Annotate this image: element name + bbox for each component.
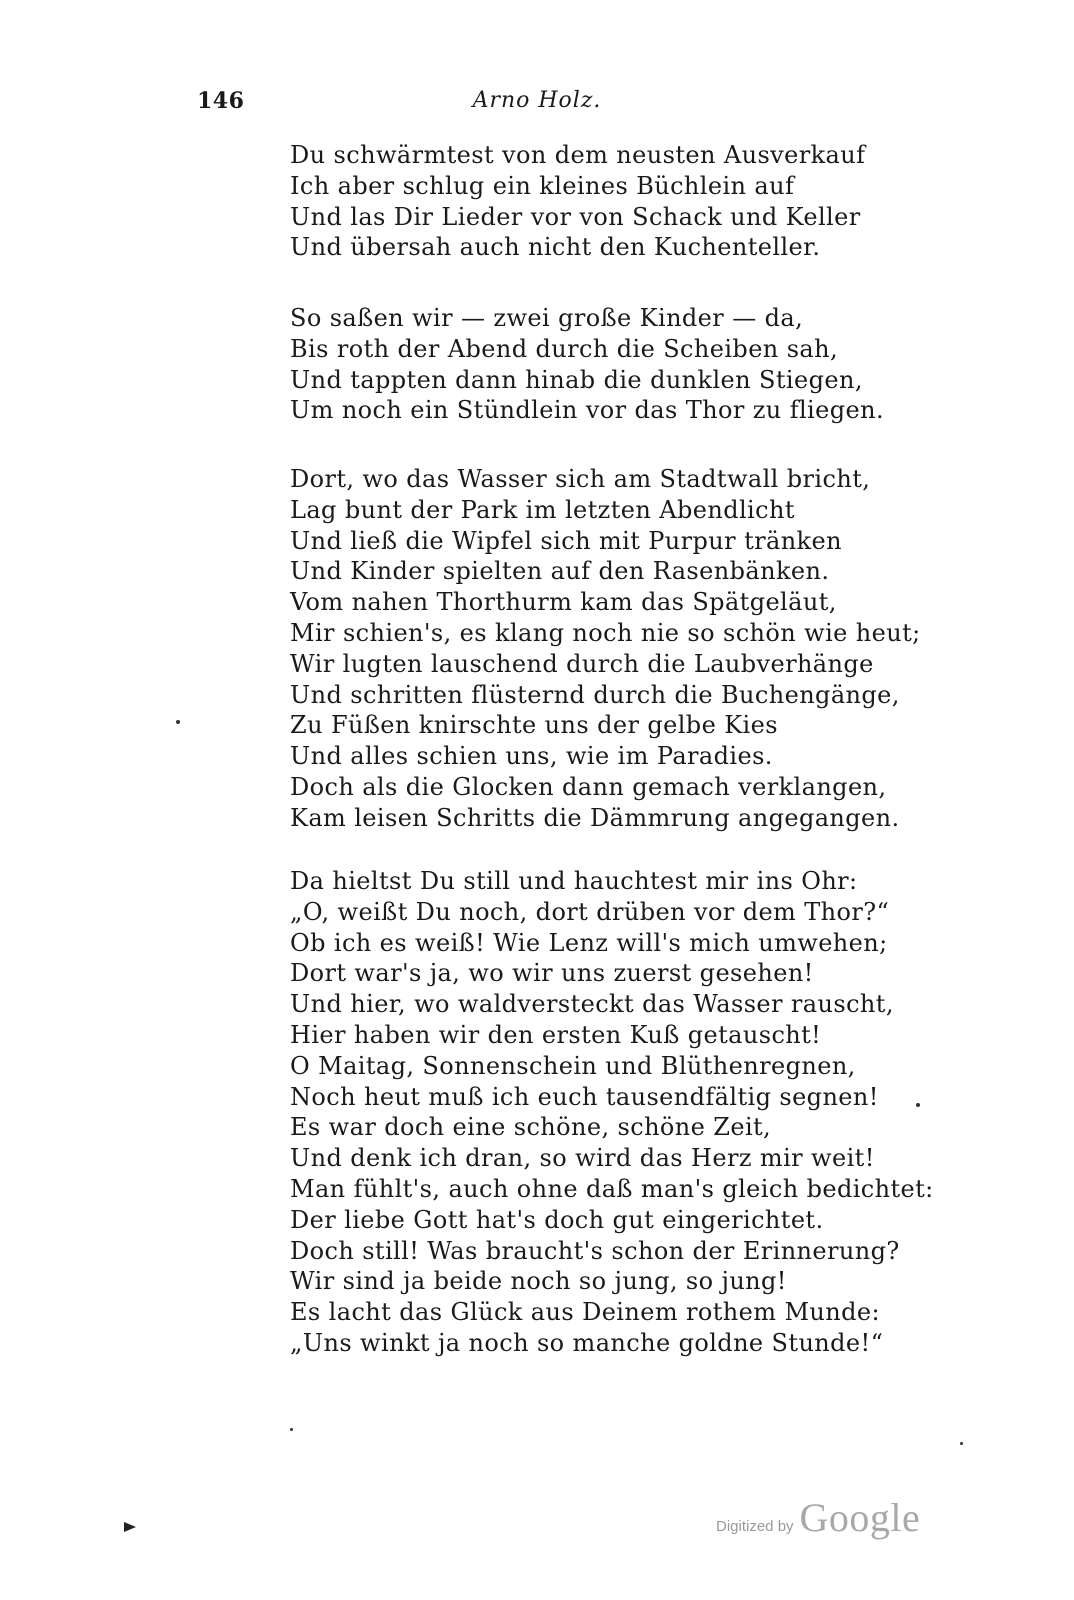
watermark-prefix: Digitized by — [716, 1518, 794, 1535]
poem-line: Dort war's ja, wo wir uns zuerst gesehen! — [290, 959, 814, 988]
stanza-3 — [290, 464, 921, 834]
stanza-4 — [290, 866, 934, 1359]
poem-line: Und schritten flüsternd durch die Buchengänge, — [290, 680, 900, 709]
scan-speck — [290, 1428, 293, 1431]
poem-line: Noch heut muß ich euch tausendfältig segnen! — [290, 1082, 879, 1111]
poem-line: Kam leisen Schritts die Dämmrung angegangen. — [290, 803, 900, 832]
poem-line: Und tappten dann hinab die dunklen Stiegen, — [290, 365, 863, 394]
poem-line: Und denk ich dran, so wird das Herz mir weit! — [290, 1144, 875, 1173]
poem-line: Du schwärmtest von dem neusten Ausverkauf — [290, 141, 866, 169]
poem-line: Ich aber schlug ein kleines Büchlein auf — [290, 171, 795, 200]
poem-line: Doch still! Was braucht's schon der Erinnerung? — [290, 1236, 900, 1265]
poem-line: Um noch ein Stündlein vor das Thor zu fliegen. — [290, 396, 884, 425]
poem-line: Und Kinder spielten auf den Rasenbänken. — [290, 557, 830, 586]
poem-line: So saßen wir — zwei große Kinder — da, — [290, 304, 804, 332]
poem-line: Hier haben wir den ersten Kuß getauscht! — [290, 1020, 822, 1049]
poem-line: Man fühlt's, auch ohne daß man's gleich bedichtet: — [290, 1174, 934, 1203]
poem-line: Es war doch eine schöne, schöne Zeit, — [290, 1113, 772, 1142]
poem-line: Es lacht das Glück aus Deinem rothem Munde: — [290, 1298, 880, 1327]
poem-line: Und übersah auch nicht den Kuchenteller. — [290, 233, 821, 262]
poem-line: Bis roth der Abend durch die Scheiben sah, — [290, 334, 838, 363]
google-watermark — [716, 1494, 920, 1541]
running-head: Arno Holz. — [472, 88, 602, 113]
stanza-1 — [290, 140, 866, 263]
poem-line: Und alles schien uns, wie im Paradies. — [290, 742, 773, 771]
poem-line: Zu Füßen knirschte uns der gelbe Kies — [290, 711, 778, 740]
poem-line: Lag bunt der Park im letzten Abendlicht — [290, 495, 795, 524]
scan-speck — [960, 1442, 963, 1445]
poem-line: „O, weißt Du noch, dort drüben vor dem Thor?“ — [290, 897, 890, 926]
poem-line: Der liebe Gott hat's doch gut eingerichtet. — [290, 1205, 824, 1234]
page-number: 146 — [197, 88, 245, 114]
page-marker-icon — [124, 1522, 136, 1532]
poem-line: O Maitag, Sonnenschein und Blüthenregnen, — [290, 1051, 856, 1080]
poem-line: Wir lugten lauschend durch die Laubverhänge — [290, 649, 874, 678]
poem-line: Dort, wo das Wasser sich am Stadtwall bricht, — [290, 465, 871, 493]
poem-line: Wir sind ja beide noch so jung, so jung! — [290, 1267, 787, 1296]
poem-line: Da hieltst Du still und hauchtest mir ins Ohr: — [290, 867, 858, 895]
google-logo: Google — [799, 1495, 921, 1540]
poem-line: Vom nahen Thorthurm kam das Spätgeläut, — [290, 588, 837, 617]
poem-line: „Uns winkt ja noch so manche goldne Stunde!“ — [290, 1328, 884, 1357]
poem-line: Und hier, wo waldversteckt das Wasser rauscht, — [290, 990, 894, 1019]
poem-line: Und ließ die Wipfel sich mit Purpur tränken — [290, 526, 842, 555]
poem-line: Ob ich es weiß! Wie Lenz will's mich umwehen; — [290, 928, 888, 957]
poem-line: Und las Dir Lieder vor von Schack und Keller — [290, 202, 861, 231]
poem-line: Mir schien's, es klang noch nie so schön wie heut; — [290, 618, 921, 647]
stanza-2 — [290, 303, 884, 426]
poem-line: Doch als die Glocken dann gemach verklangen, — [290, 772, 887, 801]
scan-speck — [916, 1103, 920, 1107]
scan-speck — [176, 720, 180, 724]
